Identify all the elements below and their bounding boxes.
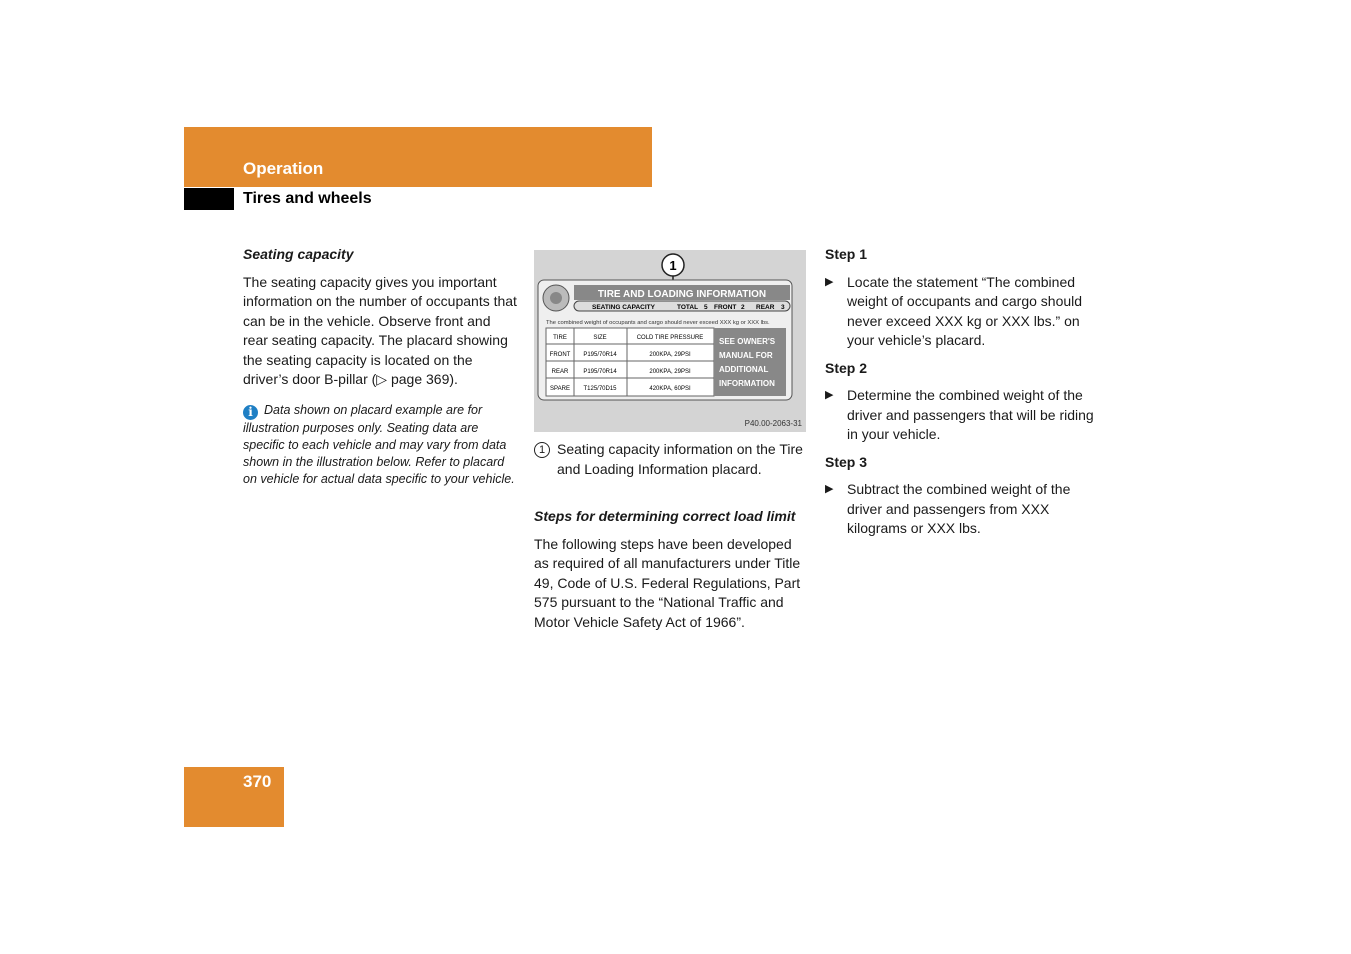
- front-value: 2: [741, 304, 745, 311]
- owners-note-line: SEE OWNER'S: [719, 337, 776, 346]
- figure-caption: [534, 440, 809, 479]
- tire-table: [546, 328, 714, 396]
- arrow-right-icon: ▶: [825, 483, 834, 495]
- steps-heading: Steps for determining correct load limit: [534, 508, 796, 524]
- info-note: [243, 402, 518, 488]
- table-header: TIRE: [553, 335, 567, 341]
- table-cell: 420KPA, 60PSI: [649, 386, 691, 392]
- header-marker: [184, 188, 234, 210]
- caption-number: 1: [534, 442, 550, 458]
- table-cell: 200KPA, 29PSI: [649, 369, 691, 375]
- table-cell: T125/70D15: [583, 386, 617, 392]
- placard-statement: The combined weight of occupants and cargo should never exceed XXX kg or XXX lbs.: [546, 320, 770, 326]
- table-cell: P195/70R14: [583, 352, 617, 358]
- step-title: Step 1: [825, 246, 868, 262]
- front-label: FRONT: [714, 304, 737, 311]
- column-figure: [534, 250, 809, 632]
- table-cell: FRONT: [549, 352, 571, 358]
- seating-label: SEATING CAPACITY: [592, 304, 655, 311]
- placard-figure: [534, 250, 806, 432]
- arrow-right-icon: ▶: [825, 389, 834, 401]
- arrow-right-icon: ▶: [825, 275, 834, 288]
- table-header: SIZE: [593, 335, 607, 341]
- table-cell: P195/70R14: [583, 369, 617, 375]
- step-title: Step 3: [825, 453, 868, 470]
- column-seating: [243, 245, 518, 488]
- caption-text: Seating capacity information on the Tire and Loading Information placard.: [557, 441, 803, 477]
- table-cell: SPARE: [550, 386, 570, 392]
- step-text: Determine the combined weight of the driver and passengers that will be riding in your vehicle.: [847, 387, 1094, 442]
- placard-illustration: [534, 250, 806, 432]
- callout-number: 1: [669, 258, 677, 273]
- figure-code: P40.00-2063-31: [744, 419, 802, 428]
- owners-note-line: MANUAL FOR: [719, 351, 773, 360]
- placard-title: TIRE AND LOADING INFORMATION: [597, 289, 767, 300]
- owners-note-line: ADDITIONAL: [719, 365, 769, 374]
- table-cell: REAR: [551, 369, 569, 375]
- rear-value: 3: [781, 304, 785, 311]
- section-title: Operation: [243, 159, 324, 178]
- tire-hub: [550, 292, 562, 304]
- rear-label: REAR: [756, 304, 775, 311]
- seating-heading: Seating capacity: [243, 246, 354, 262]
- page-number: 370: [243, 772, 272, 791]
- info-icon: i: [243, 405, 258, 420]
- step-text: Locate the statement “The combined weight of occupants and cargo should never exceed XXX kg or XXX lbs.” on your vehicle’s placard.: [847, 273, 1083, 348]
- step-item: [825, 273, 1105, 351]
- seating-body: The seating capacity gives you important information on the number of occupants that can be in the vehicle. Observe front and rear seating capacity. The placard showing the seating capacity is located on the driver’s door B-pillar (▷ page 369).: [243, 273, 517, 387]
- step-item: [825, 480, 1105, 539]
- subsection-title: Tires and wheels: [243, 190, 372, 207]
- step-text: Subtract the combined weight of the driver and passengers from XXX kilograms or XXX lbs.: [847, 481, 1071, 536]
- table-header: COLD TIRE PRESSURE: [636, 335, 704, 341]
- steps-intro: The following steps have been developed as required of all manufacturers under Title 49, Code of U.S. Federal Regulations, Part 575 pursuant to the “National Traffic and Motor Vehicle Safety Act of 1966”.: [534, 535, 801, 630]
- info-note-text: Data shown on placard example are for illustration purposes only. Seating data are specific to each vehicle and may vary from data shown in the illustration below. Refer to placard on vehicle for actual data specific to your vehicle.: [243, 402, 515, 486]
- owners-note-line: INFORMATION: [719, 379, 775, 388]
- column-steps: [825, 245, 1105, 547]
- total-value: 5: [704, 304, 708, 311]
- step-title: Step 2: [825, 359, 868, 376]
- total-label: TOTAL: [677, 304, 699, 311]
- step-item: [825, 386, 1105, 445]
- table-cell: 200KPA, 29PSI: [649, 352, 691, 358]
